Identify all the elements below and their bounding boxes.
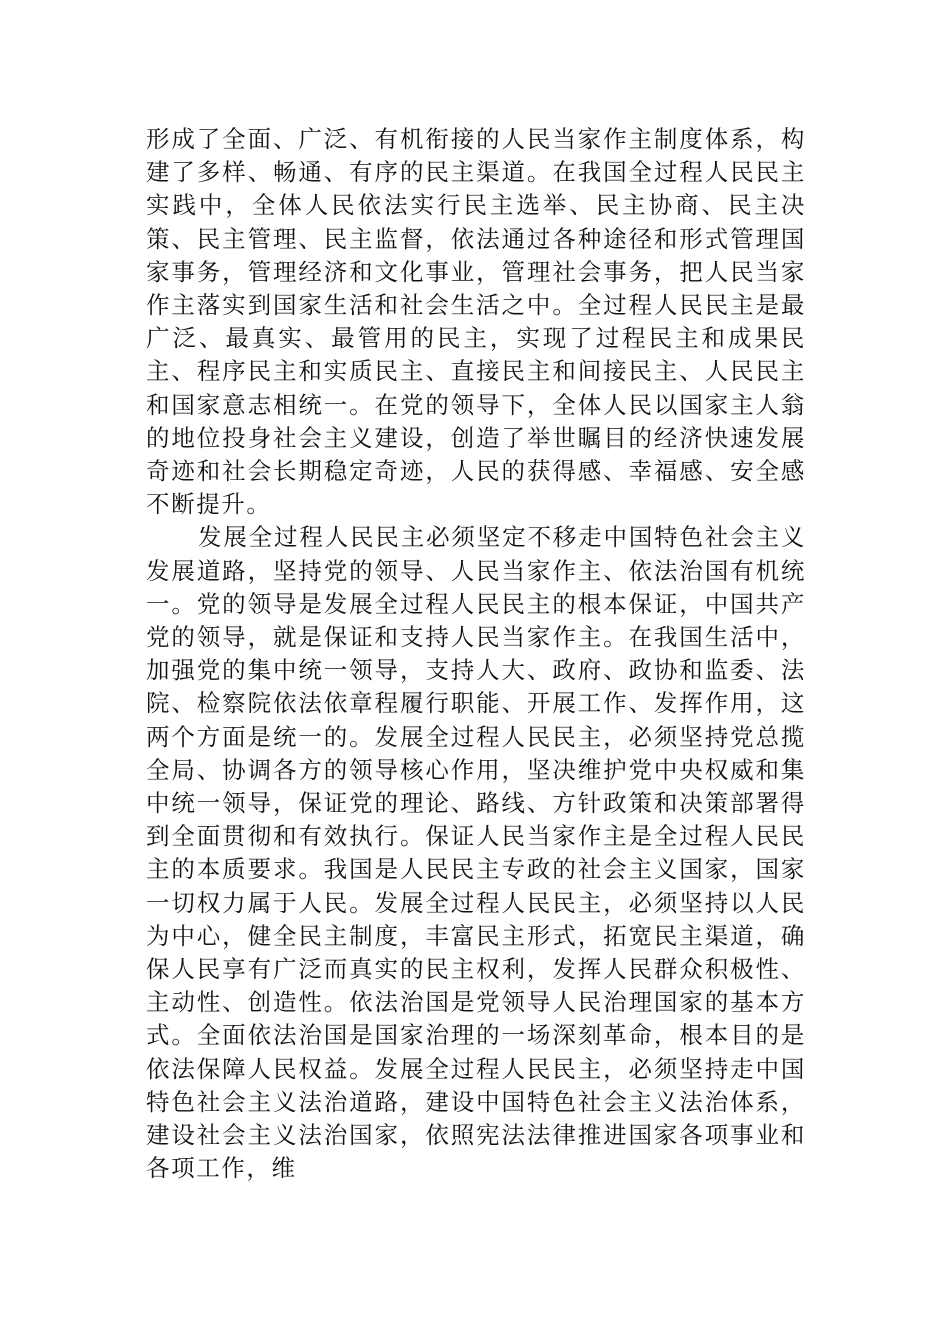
paragraph-2: 发展全过程人民民主必须坚定不移走中国特色社会主义发展道路，坚持党的领导、人民当家作主、依法治国有机统一。党的领导是发展全过程人民民主的根本保证，中国共产党的领导，就是保证和支持人民当家作主。在我国生活中，加强党的集中统一领导，支持人大、政府、政协和监委、法院、检察院依法依章程履行职能、开展工作、发挥作用，这两个方面是统一的。发展全过程人民民主，必须坚持党总揽全局、协调各方的领导核心作用，坚决维护党中央权威和集中统一领导，保证党的理论、路线、方针政策和决策部署得到全面贯彻和有效执行。保证人民当家作主是全过程人民民主的本质要求。我国是人民民主专政的社会主义国家，国家一切权力属于人民。发展全过程人民民主，必须坚持以人民为中心，健全民主制度，丰富民主形式，拓宽民主渠道，确保人民享有广泛而真实的民主权利，发挥人民群众积极性、主动性、创造性。依法治国是党领导人民治理国家的基本方式。全面依法治国是国家治理的一场深刻革命，根本目的是依法保障人民权益。发展全过程人民民主，必须坚持走中国特色社会主义法治道路，建设中国特色社会主义法治体系，建设社会主义法治国家，依照宪法法律推进国家各项事业和各项工作，维 bbox=[146, 523, 806, 1183]
document-page bbox=[146, 123, 806, 1186]
paragraph-1: 形成了全面、广泛、有机衔接的人民当家作主制度体系，构建了多样、畅通、有序的民主渠道。在我国全过程人民民主实践中，全体人民依法实行民主选举、民主协商、民主决策、民主管理、民主监督，依法通过各种途径和形式管理国家事务，管理经济和文化事业，管理社会事务，把人民当家作主落实到国家生活和社会生活之中。全过程人民民主是最广泛、最真实、最管用的民主，实现了过程民主和成果民主、程序民主和实质民主、直接民主和间接民主、人民民主和国家意志相统一。在党的领导下，全体人民以国家主人翁的地位投身社会主义建设，创造了举世瞩目的经济快速发展奇迹和社会长期稳定奇迹，人民的获得感、幸福感、安全感不断提升。 bbox=[146, 125, 806, 519]
